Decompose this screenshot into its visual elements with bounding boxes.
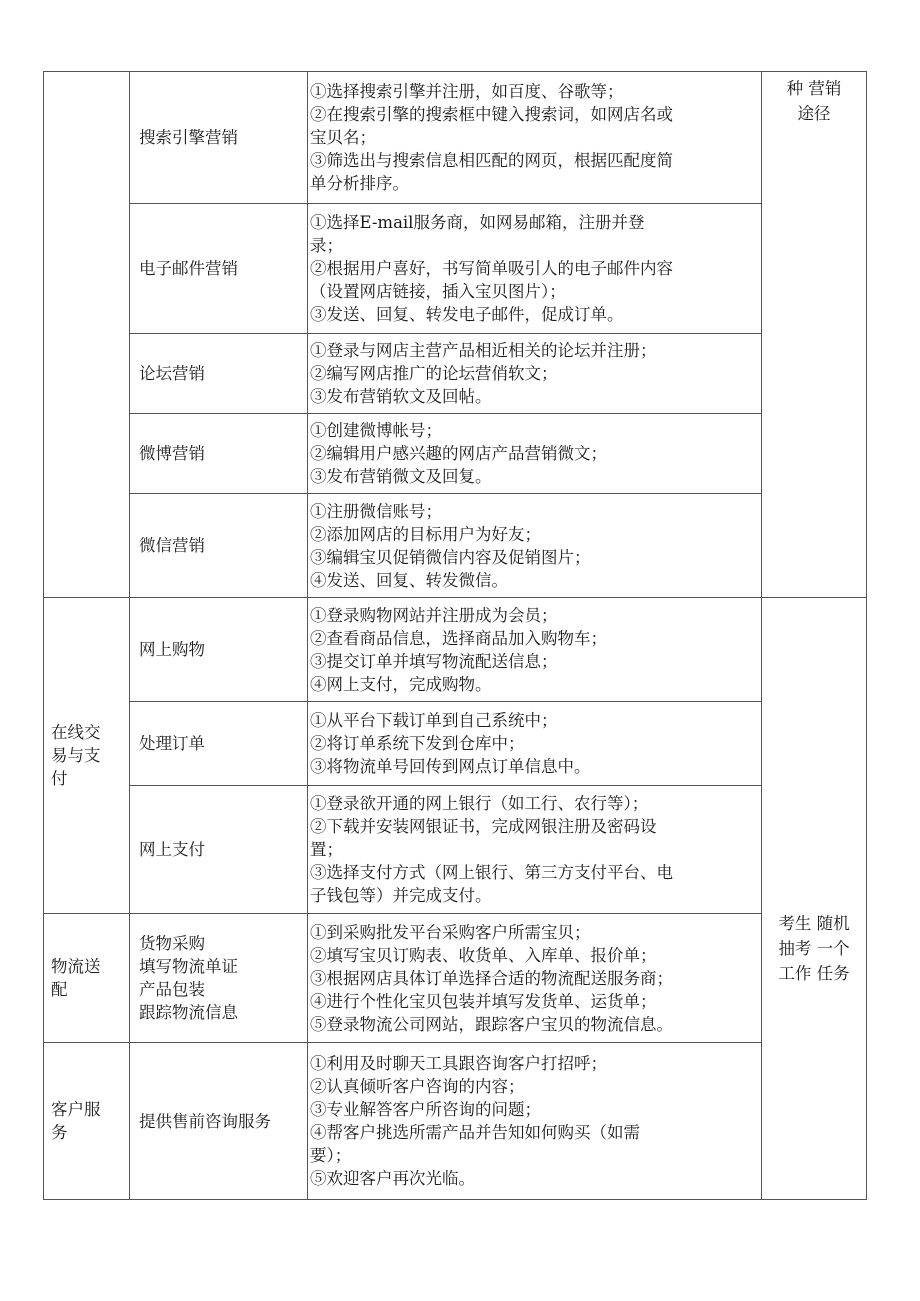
method-label: 提供售前咨询服务 (139, 1111, 271, 1131)
method-cell (130, 914, 308, 1043)
step-text: ④进行个性化宝贝包装并填写发货单、运货单； (310, 991, 657, 1011)
step-item (310, 861, 759, 907)
category-cell (44, 1043, 130, 1200)
method-label: 网上支付 (139, 840, 205, 859)
method-label: 网上购物 (139, 640, 205, 659)
step-item (310, 921, 759, 944)
steps-cell (308, 1043, 762, 1200)
step-item (310, 815, 759, 861)
step-item (310, 569, 759, 592)
method-cell (130, 702, 308, 786)
table-row (44, 494, 867, 598)
step-item (310, 303, 759, 326)
category-label: 务 (51, 1123, 68, 1142)
step-item (310, 80, 759, 103)
steps-cell (308, 702, 762, 786)
step-text: ②下载并安装网银证书，完成网银注册及密码设 (310, 817, 657, 836)
steps-cell (308, 914, 762, 1043)
method-label: 跟踪物流信息 (139, 1003, 238, 1022)
step-text: ⑤欢迎客户再次光临。 (310, 1169, 475, 1188)
method-label: 填写物流单证 (139, 957, 238, 976)
step-text: 录； (310, 236, 343, 255)
step-text: ③筛选出与搜索信息相匹配的网页，根据匹配度简 (310, 151, 673, 170)
step-text: ②编辑用户感兴趣的网店产品营销微文； (310, 444, 607, 463)
step-text: ③编辑宝贝促销微信内容及促销图片； (310, 547, 591, 567)
table-row (44, 1043, 867, 1200)
steps-cell (308, 786, 762, 914)
method-label: 微信营销 (139, 536, 205, 555)
step-item (310, 442, 759, 465)
step-item (310, 967, 759, 990)
step-item (310, 673, 759, 696)
step-text: 要）； (310, 1146, 352, 1165)
method-label: 电子邮件营销 (139, 259, 238, 278)
method-cell (130, 334, 308, 414)
step-text: ②认真倾听客户咨询的内容； (310, 1077, 525, 1096)
step-item (310, 465, 759, 488)
method-cell (130, 72, 308, 204)
table-row (44, 334, 867, 414)
table-row (44, 786, 867, 914)
step-item (310, 792, 759, 815)
method-label: 搜索引擎营销 (139, 128, 238, 147)
step-item (310, 1052, 759, 1075)
table-row (44, 702, 867, 786)
step-text: ③将物流单号回传到网点订单信息中。 (310, 757, 591, 776)
step-text: ①创建微博帐号； (310, 421, 442, 440)
steps-cell (308, 414, 762, 494)
step-text: 宝贝名； (310, 128, 376, 147)
method-cell (130, 414, 308, 494)
step-text: ②根据用户喜好，书写简单吸引人的电子邮件内容 (310, 259, 673, 278)
method-label: 处理订单 (139, 734, 205, 753)
method-cell (130, 494, 308, 598)
step-item (310, 362, 759, 385)
step-item (310, 990, 759, 1013)
step-item (310, 604, 759, 627)
step-text: ①利用及时聊天工具跟咨询客户打招呼； (310, 1054, 607, 1073)
method-label: 产品包装 (139, 980, 205, 999)
category-label: 易与支 (51, 746, 101, 765)
step-item (310, 257, 759, 303)
step-text: 子钱包等）并完成支付。 (310, 886, 492, 905)
step-text: （设置网店链接，插入宝贝图片）； (310, 282, 566, 301)
step-text: ②查看商品信息，选择商品加入购物车； (310, 628, 607, 648)
step-text: ①选择搜索引擎并注册，如百度、谷歌等； (310, 82, 624, 101)
step-text: ③发布营销微文及回复。 (310, 467, 492, 486)
category-cell (44, 598, 130, 914)
step-item (310, 523, 759, 546)
method-label: 货物采购 (139, 934, 205, 953)
step-item (310, 500, 759, 523)
step-text: ④帮客户挑选所需产品并告知如何购买（如需 (310, 1123, 640, 1142)
step-item (310, 1075, 759, 1098)
step-item (310, 1098, 759, 1121)
assessment-cell (762, 598, 867, 1200)
step-text: ③发送、回复、转发电子邮件，促成订单。 (310, 305, 624, 324)
step-item (310, 755, 759, 778)
step-text: ③根据网店具体订单选择合适的物流配送服务商； (310, 968, 673, 988)
step-text: ①从平台下载订单到自己系统中； (310, 711, 558, 730)
step-item (310, 627, 759, 650)
note-line: 考生 随机 (778, 914, 850, 933)
step-item (310, 546, 759, 569)
step-text: 置； (310, 840, 343, 859)
method-cell (130, 598, 308, 702)
step-item (310, 732, 759, 755)
note-line: 抽考 一个 (778, 939, 850, 958)
method-label: 论坛营销 (139, 364, 205, 383)
step-text: ③专业解答客户所咨询的问题； (310, 1100, 541, 1119)
step-item (310, 944, 759, 967)
step-text: ②编写网店推广的论坛营俏软文； (310, 364, 558, 383)
step-text: 单分析排序。 (310, 174, 409, 193)
step-text: ①注册微信账号； (310, 501, 442, 521)
step-text: ③选择支付方式（网上银行、第三方支付平台、电 (310, 863, 673, 882)
steps-cell (308, 598, 762, 702)
step-item (310, 211, 759, 257)
step-item (310, 103, 759, 149)
category-cell-empty (44, 72, 130, 598)
step-text: ②添加网店的目标用户为好友； (310, 524, 541, 544)
step-text: ①登录与网店主营产品相近相关的论坛并注册； (310, 341, 657, 360)
step-item (310, 385, 759, 408)
step-item (310, 1167, 759, 1190)
method-label: 微博营销 (139, 444, 205, 463)
step-item (310, 709, 759, 732)
step-text: ②在搜索引擎的搜索框中键入搜索词，如网店名或 (310, 105, 673, 124)
step-text: ①到采购批发平台采购客户所需宝贝； (310, 922, 591, 942)
step-text: ③发布营销软文及回帖。 (310, 387, 492, 406)
table-row (44, 914, 867, 1043)
table-row (44, 72, 867, 204)
category-label: 物流送 (51, 957, 101, 976)
category-cell (44, 914, 130, 1043)
note-line: 工作 任务 (778, 964, 850, 983)
step-text: ⑤登录物流公司网站，跟踪客户宝贝的物流信息。 (310, 1014, 673, 1034)
category-label: 配 (51, 980, 68, 999)
task-table-body (44, 72, 867, 1200)
step-text: ④发送、回复、转发微信。 (310, 570, 508, 590)
table-row (44, 414, 867, 494)
step-text: ②将订单系统下发到仓库中； (310, 734, 525, 753)
method-cell (130, 204, 308, 334)
step-item (310, 1013, 759, 1036)
method-cell (130, 1043, 308, 1200)
category-label: 在线交 (51, 723, 101, 742)
step-item (310, 339, 759, 362)
steps-cell (308, 204, 762, 334)
step-text: ③提交订单并填写物流配送信息； (310, 651, 558, 671)
table-row (44, 204, 867, 334)
step-item (310, 1121, 759, 1167)
note-line: 途径 (797, 104, 831, 123)
step-text: ②填写宝贝订购表、收货单、入库单、报价单； (310, 945, 657, 965)
assessment-note (762, 811, 866, 986)
step-text: ④网上支付，完成购物。 (310, 674, 492, 694)
step-text: ①登录购物网站并注册成为会员； (310, 605, 558, 625)
category-label: 付 (51, 769, 68, 788)
category-label: 客户服 (51, 1100, 101, 1119)
step-item (310, 149, 759, 195)
steps-cell (308, 334, 762, 414)
step-item (310, 419, 759, 442)
step-item (310, 650, 759, 673)
marketing-note (762, 72, 866, 126)
note-line: 种 营销 (786, 79, 842, 98)
method-cell (130, 786, 308, 914)
table-row (44, 598, 867, 702)
step-text: ①登录欲开通的网上银行（如工行、农行等）； (310, 794, 649, 813)
task-table (43, 71, 867, 1200)
step-text: ①选择E-mail服务商，如网易邮箱，注册并登 (310, 213, 645, 232)
steps-cell (308, 72, 762, 204)
steps-cell (308, 494, 762, 598)
note-cell (762, 72, 867, 598)
